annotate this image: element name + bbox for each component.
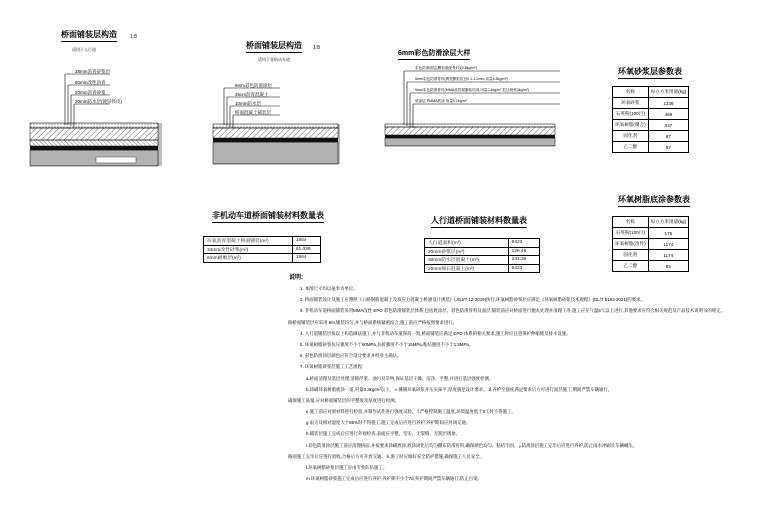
table-cell: 175 <box>648 228 688 239</box>
mortar-table <box>612 86 689 153</box>
table-cell: 乙二醇 <box>613 261 649 272</box>
table-row <box>425 256 540 265</box>
note-line: 1. 本图尺寸均以毫米为单位。 <box>300 286 358 291</box>
table-row <box>425 264 540 273</box>
section3-title: 6mm彩色防滑涂层大样 <box>398 48 470 60</box>
table-row <box>425 247 540 256</box>
table-row <box>613 142 689 153</box>
note-line: i.彩色防滑涂层施工前应清理桥面,并按要求涂刷底涂,底涂固化后均匀撒布防滑骨料,确保颜色均匀、粘结牢固。 j.防滑涂层施工完毕后应进行养护,防止雨水冲刷及车辆碾压。 <box>306 442 638 448</box>
table-cell: 128.46 <box>508 247 539 256</box>
section2-layer-label: 35cm沥青混凝土 <box>235 92 269 97</box>
note-line: m.环氧树脂砂浆施工完成后应进行养护,养护期不少于7d,养护期间严禁车辆通行,防止污染。 <box>306 476 482 482</box>
note-line: 4. 人行道铺装层按以上构造做法施工,并与非机动车道保持一致,桥面铺装应满足 EPO 体系的相关要求,施工时应注意保护伸缩缝及排水设施。 <box>300 330 571 336</box>
note-line: l.环氧树脂砂浆层施工应由专业队伍施工。 <box>306 465 388 470</box>
table-cell: 石英粉(100目) <box>613 109 649 120</box>
section1-scale: 1:8 <box>130 34 137 40</box>
table-cell: 环氧树脂(聚合) <box>613 120 649 131</box>
table-row <box>613 109 689 120</box>
table-cell: 20mm细石混凝土(m³) <box>425 264 509 273</box>
table-cell: 固化剂 <box>613 250 649 261</box>
table-cell: 1864 <box>292 254 320 263</box>
table-header: 名称 <box>613 217 649 228</box>
note-line: a.桥面清理及基层处理,清除浮浆、油污及杂物,保证基层干燥、洁净、平整,并进行基层强度检测。 <box>306 375 494 381</box>
table-cell: 环氧沥青混凝土桥面铺装(m²) <box>204 237 293 246</box>
section2-layers <box>213 124 339 164</box>
note-line: 确保施工质量,应对桥面铺装层的平整度及厚度进行检测。 <box>288 397 399 403</box>
note-line: 7. 环氧树脂砂浆层施工工艺流程: <box>300 364 364 370</box>
section2-subtitle: 适用于非机动车道 <box>258 57 290 62</box>
section3-layer-label: 底涂层 PMMA底涂 用量0.1kg/m² <box>415 99 467 103</box>
section1-layer-label: 28mm沥青砂浆层 <box>75 69 111 74</box>
section3-layers <box>385 124 555 146</box>
table-cell: 231.35 <box>508 256 539 265</box>
table-row <box>613 131 689 142</box>
note-line: 5. 环氧树脂砂浆抗压强度不小于60MPa,抗折强度不小于15MPa,粘结强度不小于1.5MPa。 <box>300 341 474 347</box>
section3-layer-label: 5mm彩色防滑骨料(MMA改性树脂粘结剂,用量2.4kg/m²,粒径规格3kg/m²) <box>415 88 530 92</box>
table-cell: 石英粉(100目) <box>613 228 649 239</box>
notes-body <box>288 283 758 484</box>
resin-table-title: 环氧树脂底涂参数表 <box>618 194 690 207</box>
sidewalk-table-title: 人行道桥面铺装材料数量表 <box>431 215 527 228</box>
table-row <box>613 228 689 239</box>
table-row <box>204 245 321 254</box>
section1-layers <box>30 123 161 166</box>
table-row <box>613 261 689 272</box>
section1-title: 桥面铺装层构造 <box>61 29 117 42</box>
table-cell: 6423 <box>508 239 539 248</box>
table-cell: 6mm耐磨层(m²) <box>204 254 293 263</box>
section1-layer-label: 20mm防水层(镀锌铁皮) <box>75 99 122 104</box>
table-row <box>613 98 689 109</box>
section1-subtitle: 适用于人行道 <box>72 47 96 52</box>
table-header: 每立方米用量(kg) <box>648 87 688 98</box>
table-cell: 30mm防水层混凝土(m³) <box>425 256 509 265</box>
table-cell: 57 <box>648 142 688 153</box>
table-cell: 环氧砂浆 <box>613 98 649 109</box>
table-row <box>204 254 321 263</box>
table-row <box>425 239 540 248</box>
section1-layer-label: 20mm沥青砂浆 <box>75 90 106 95</box>
note-line: h.铺装层施工完成后应进行外观检查,表面应平整、坚实、无裂缝、无脱层现象。 <box>306 431 461 437</box>
table-cell: 6423 <box>508 264 539 273</box>
table-cell: 固化剂 <box>613 131 649 142</box>
section1-layer-label: 60mm改性沥青 <box>75 80 106 85</box>
nonmotor-table-title: 非机动车道桥面铺装材料数量表 <box>212 210 324 223</box>
table-header: 名称 <box>613 87 649 98</box>
table-cell: 34mm改性砂浆(m²) <box>204 245 293 254</box>
table-cell: 1336 <box>648 98 688 109</box>
section2-title: 桥面铺装层构造 <box>246 40 302 53</box>
table-row <box>204 237 321 246</box>
notes-heading: 说明: <box>289 275 303 281</box>
resin-table <box>612 216 689 272</box>
table-cell: 67 <box>648 131 688 142</box>
section2-scale: 1:8 <box>313 45 320 51</box>
table-cell: 环氧树脂(改性) <box>613 239 649 250</box>
note-line: 2. 桥面铺装设计及施工应遵照《公路钢筋混凝土及预应力混凝土桥涵设计规范》(JGJ/T 12-2019)执行,环氧树脂砂浆层应满足《环氧树脂砂浆技术规程》(DL/T 5193-2021)的要求。 <box>300 297 645 303</box>
table-cell: 82 <box>648 261 688 272</box>
sidewalk-table <box>424 238 540 273</box>
table-cell: 1174 <box>648 239 688 250</box>
table-header: 每立方米用量(kg) <box>648 217 688 228</box>
table-row <box>613 120 689 131</box>
section2-layer-label: 10mm防水层 <box>235 101 262 106</box>
note-line: 路面施工完毕后应进行验收,合格后方可开放交通。 k.施工时应做好安全防护措施,确保施工人员安全。 <box>288 453 484 459</box>
section3-layer-label: 彩色防滑面层(颗粒级配骨料)(0.5kg/m²) <box>415 66 477 70</box>
table-cell: 61.336 <box>292 245 320 254</box>
section2-layer-label: 桥面混凝土铺装层 <box>235 110 271 115</box>
note-line: e.施工前应对原材料进行检验,并制作试件进行强度试验。 f.严格控制施工温度,环境温度低于5℃时不得施工。 <box>306 409 516 415</box>
table-cell: 1864 <box>292 237 320 246</box>
section2-layer-label: 6mm彩色防滑涂层 <box>235 83 272 88</box>
nonmotor-table <box>203 236 321 263</box>
note-line: b.涂刷环氧树脂底涂一道,用量0.3kg/m²以上。 c.摊铺环氧砂浆并压实抹平,厚度满足设计要求。 d.养护至强度满足要求后方可进行面层施工,期间严禁车辆通行。 <box>306 386 613 392</box>
table-cell: 468 <box>648 109 688 120</box>
table-cell: 人行道面积(m²) <box>425 239 509 248</box>
note-line: g.雨天及相对湿度大于85%时不得施工,施工完成后应进行养护,养护期间应封闭交通。 <box>306 420 471 426</box>
table-cell: 337 <box>648 120 688 131</box>
note-line: 3. 非机动车道桥面铺装采用MMA改性 EPO 彩色防滑铺装层体系,包括底涂层、彩色防滑骨料及面层,铺装前应对桥面进行抛丸处理并清理干净,施工应在气温5℃以上进行,其他要求应符合相关规范及产品技术说明书的规定。 <box>300 308 725 314</box>
table-cell: 乙二醇 <box>613 142 649 153</box>
table-cell: 20mm砂浆层(m³) <box>425 247 509 256</box>
table-cell: 1174 <box>648 250 688 261</box>
mortar-table-title: 环氧砂浆层参数表 <box>618 66 682 79</box>
table-row <box>613 239 689 250</box>
section3-layer-label: 5mm彩色防滑骨料(陶瓷颗粒粒径0.1-1.2mm,用量6.5kg/m²) <box>415 77 508 81</box>
table-row <box>613 250 689 261</box>
note-line: 6. 彩色防滑涂层颜色应符合设计要求并经业主确认。 <box>300 353 402 359</box>
note-line: 路桥面铺装层应采用 5m,铺装均匀,并与桥面系统紧密结合,施工前应严格按照要求进行。 <box>288 319 458 325</box>
